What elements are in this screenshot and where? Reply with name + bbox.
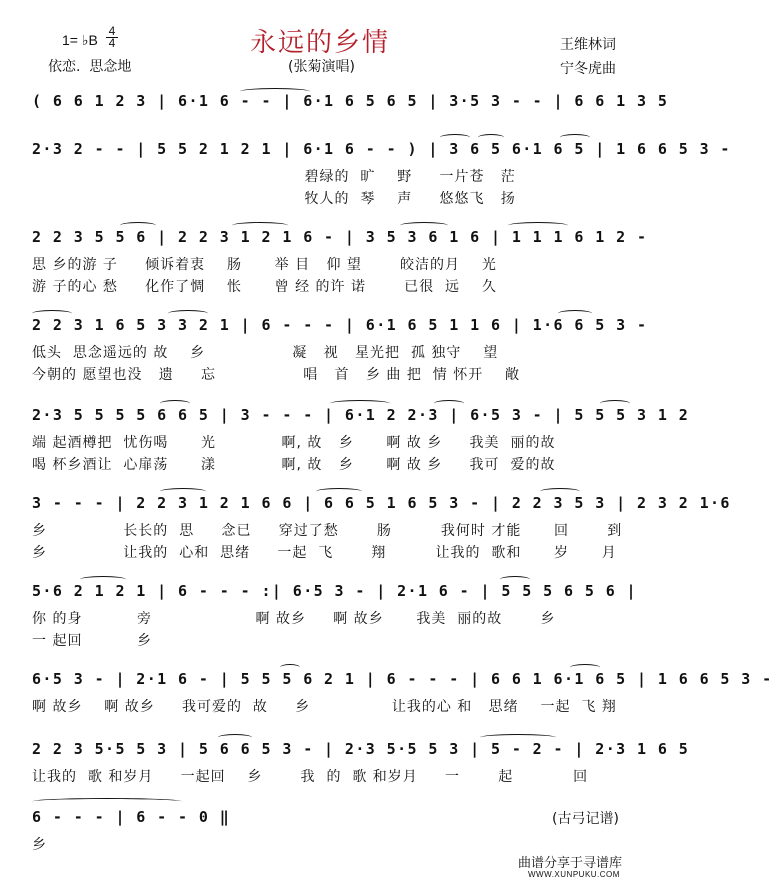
notation-line: 2 2 3 5·5 5 3 | 5 6 6 5 3 - | 2·3 5·5 5 3 | 5 - 2 - | 2·3 1 6 5 bbox=[32, 740, 690, 758]
lyric-line-2: 喝 杯乡酒让 心扉荡 漾 啊, 故 乡 啊 故 乡 我可 爱的故 bbox=[32, 457, 556, 473]
lyric-line-1: 让我的 歌 和岁月 一起回 乡 我 的 歌 和岁月 一 起 回 bbox=[32, 769, 589, 785]
slur-mark bbox=[570, 664, 600, 671]
notation-line: 2·3 5 5 5 5 6 6 5 | 3 - - - | 6·1 2 2·3 | 6·5 3 - | 5 5 5 3 1 2 bbox=[32, 406, 690, 424]
slur-mark bbox=[316, 488, 362, 495]
lyricist-credit: 王维林词 bbox=[560, 37, 616, 53]
slur-mark bbox=[478, 134, 504, 141]
slur-mark bbox=[232, 222, 288, 229]
notation-line: 2 2 3 5 5 6 | 2 2 3 1 2 1 6 - | 3 5 3 6 1 6 | 1 1 1 6 1 2 - bbox=[32, 228, 648, 246]
slur-mark bbox=[600, 400, 630, 407]
song-title: 永远的乡情 bbox=[250, 28, 391, 58]
slur-mark bbox=[280, 664, 300, 671]
time-signature-top: 4 bbox=[108, 24, 116, 38]
notation-line: 6 - - - | 6 - - 0 ‖ bbox=[32, 808, 231, 826]
watermark-url: WWW.XUNPUKU.COM bbox=[528, 870, 620, 879]
slur-mark bbox=[434, 400, 464, 407]
lyric-line-1: 碧绿的 旷 野 一片苍 茫 bbox=[32, 169, 516, 185]
slur-mark bbox=[480, 734, 556, 741]
lyric-line-1: 端 起酒樽把 忧伤喝 光 啊, 故 乡 啊 故 乡 我美 丽的故 bbox=[32, 435, 556, 451]
slur-mark bbox=[32, 310, 72, 317]
notation-line: 2·3 2 - - | 5 5 2 1 2 1 | 6·1 6 - - ) | 3 6 5 6·1 6 5 | 1 6 6 5 3 - bbox=[32, 140, 731, 158]
slur-mark bbox=[160, 488, 206, 495]
mood-marking: 依恋. 思念地 bbox=[48, 59, 132, 75]
lyric-line-1: 你 的身 旁 啊 故乡 啊 故乡 我美 丽的故 乡 bbox=[32, 611, 556, 627]
slur-mark bbox=[240, 88, 310, 95]
time-signature bbox=[104, 26, 120, 49]
lyric-line-1: 啊 故乡 啊 故乡 我可爱的 故 乡 让我的心 和 思绪 一起 飞 翔 bbox=[32, 699, 617, 715]
slur-mark bbox=[500, 576, 530, 583]
slur-mark bbox=[120, 222, 156, 229]
lyric-line-1: 低头 思念遥远的 故 乡 凝 视 星光把 孤 独守 望 bbox=[32, 345, 499, 361]
key-signature: 1= ♭B bbox=[62, 32, 98, 48]
slur-mark bbox=[32, 798, 182, 805]
notation-line: 5·6 2 1 2 1 | 6 - - - :| 6·5 3 - | 2·1 6 - | 5 5 5 6 5 6 | bbox=[32, 582, 637, 600]
singer-credit: (张菊演唱) bbox=[288, 59, 355, 75]
slur-mark bbox=[330, 400, 390, 407]
slur-mark bbox=[508, 222, 568, 229]
notation-line: 6·5 3 - | 2·1 6 - | 5 5 5 6 2 1 | 6 - - - | 6 6 1 6·1 6 5 | 1 6 6 5 3 - bbox=[32, 670, 773, 688]
slur-mark bbox=[168, 310, 208, 317]
slur-mark bbox=[440, 134, 470, 141]
slur-mark bbox=[558, 310, 592, 317]
lyric-line-1: 思 乡的游 子 倾诉着衷 肠 举 目 仰 望 皎洁的月 光 bbox=[32, 257, 497, 273]
slur-mark bbox=[80, 576, 126, 583]
slur-mark bbox=[218, 734, 252, 741]
notation-source: (古弓记谱) bbox=[552, 811, 619, 827]
lyric-line-2: 牧人的 琴 声 悠悠飞 扬 bbox=[32, 191, 516, 207]
slur-mark bbox=[560, 134, 590, 141]
lyric-line-1: 乡 长长的 思 念已 穿过了愁 肠 我何时 才能 回 到 bbox=[32, 523, 623, 539]
composer-credit: 宁冬虎曲 bbox=[560, 61, 616, 77]
lyric-line-2: 一 起回 乡 bbox=[32, 633, 152, 649]
slur-mark bbox=[540, 488, 580, 495]
watermark-site: 曲谱分享于寻谱库 bbox=[518, 856, 623, 871]
lyric-line-2: 今朝的 愿望也没 遗 忘 唱 首 乡 曲 把 情 怀开 敞 bbox=[32, 367, 521, 383]
notation-line: 2 2 3 1 6 5 3 3 2 1 | 6 - - - | 6·1 6 5 1 1 6 | 1·6 6 5 3 - bbox=[32, 316, 648, 334]
slur-mark bbox=[400, 222, 448, 229]
lyric-line-1: 乡 bbox=[32, 837, 47, 853]
slur-mark bbox=[160, 400, 190, 407]
notation-line: 3 - - - | 2 2 3 1 2 1 6 6 | 6 6 5 1 6 5 3 - | 2 2 3 5 3 | 2 3 2 1·6 bbox=[32, 494, 731, 512]
lyric-line-2: 游 子的心 愁 化作了惆 怅 曾 经 的许 诺 已很 远 久 bbox=[32, 279, 497, 295]
notation-line: ( 6 6 1 2 3 | 6·1 6 - - | 6·1 6 5 6 5 | 3·5 3 - - | 6 6 1 3 5 bbox=[32, 92, 669, 110]
time-signature-bottom: 4 bbox=[106, 37, 118, 49]
lyric-line-2: 乡 让我的 心和 思绪 一起 飞 翔 让我的 歌和 岁 月 bbox=[32, 545, 617, 561]
